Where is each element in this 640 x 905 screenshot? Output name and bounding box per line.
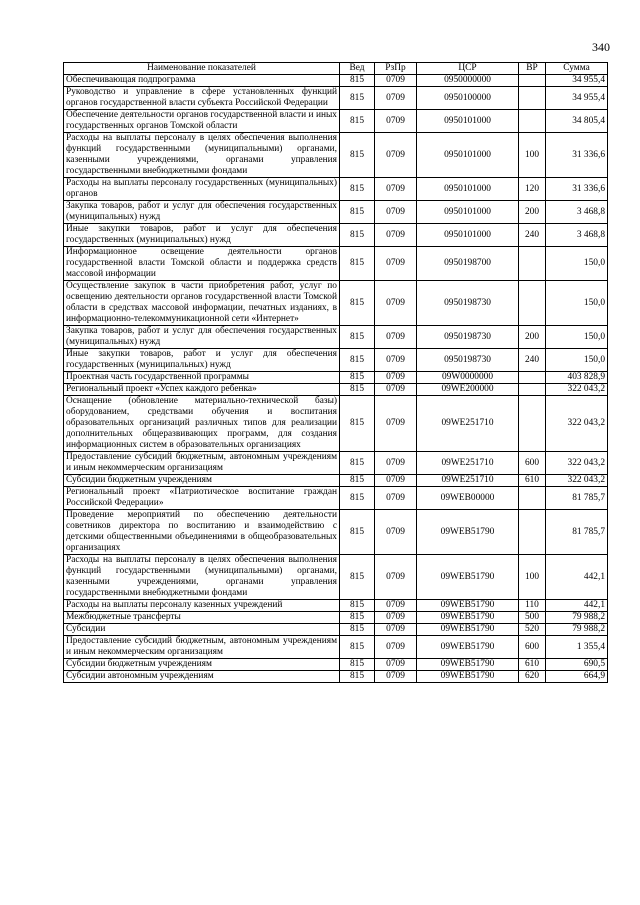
cell-ved: 815 — [340, 133, 375, 178]
cell-vr: 520 — [519, 624, 546, 636]
cell-name: Региональный проект «Успех каждого ребенка» — [64, 384, 340, 396]
table-row — [64, 133, 608, 178]
cell-vr — [519, 487, 546, 510]
cell-name: Руководство и управление в сфере установленных функций органов государственной власти субъекта Российской Федерации — [64, 87, 340, 110]
cell-vr — [519, 281, 546, 326]
cell-vr — [519, 87, 546, 110]
table-row — [64, 384, 608, 396]
cell-sum: 1 355,4 — [546, 636, 608, 659]
cell-rzpr: 0709 — [375, 349, 417, 372]
page-number: 340 — [592, 40, 610, 54]
cell-rzpr: 0709 — [375, 281, 417, 326]
cell-csr: 09W0000000 — [417, 372, 519, 384]
cell-vr: 240 — [519, 224, 546, 247]
cell-ved: 815 — [340, 110, 375, 133]
cell-name: Субсидии бюджетным учреждениям — [64, 659, 340, 671]
cell-ved: 815 — [340, 326, 375, 349]
cell-ved: 815 — [340, 384, 375, 396]
cell-sum: 322 043,2 — [546, 452, 608, 475]
cell-ved: 815 — [340, 487, 375, 510]
cell-rzpr: 0709 — [375, 396, 417, 452]
cell-sum: 3 468,8 — [546, 224, 608, 247]
cell-csr: 09WEB51790 — [417, 600, 519, 612]
cell-ved: 815 — [340, 659, 375, 671]
cell-name: Обеспечивающая подпрограмма — [64, 75, 340, 87]
cell-vr: 200 — [519, 326, 546, 349]
cell-name: Предоставление субсидий бюджетным, автономным учреждениям и иным некоммерческим организациям — [64, 636, 340, 659]
cell-vr: 600 — [519, 452, 546, 475]
cell-sum: 664,9 — [546, 671, 608, 683]
header-name: Наименование показателей — [64, 63, 340, 75]
table-row — [64, 349, 608, 372]
cell-name: Субсидии автономным учреждениям — [64, 671, 340, 683]
cell-sum: 79 988,2 — [546, 624, 608, 636]
cell-sum: 79 988,2 — [546, 612, 608, 624]
cell-vr — [519, 247, 546, 281]
cell-name: Оснащение (обновление материально-технической базы) оборудованием, средствами обучения и воспитания образовательных организаций различных типов для реализации дополнительных общеразвивающих программ, для создания информационных систем в образовательных организациях — [64, 396, 340, 452]
cell-csr: 0950000000 — [417, 75, 519, 87]
cell-ved: 815 — [340, 612, 375, 624]
table-row — [64, 178, 608, 201]
table-row — [64, 659, 608, 671]
cell-vr — [519, 396, 546, 452]
cell-csr: 0950198730 — [417, 326, 519, 349]
cell-sum: 322 043,2 — [546, 396, 608, 452]
table-row — [64, 75, 608, 87]
table-row — [64, 247, 608, 281]
cell-vr: 110 — [519, 600, 546, 612]
table-row — [64, 87, 608, 110]
cell-rzpr: 0709 — [375, 384, 417, 396]
cell-sum: 34 955,4 — [546, 75, 608, 87]
cell-csr: 09WEB51790 — [417, 555, 519, 600]
cell-rzpr: 0709 — [375, 487, 417, 510]
header-rzpr: РзПр — [375, 63, 417, 75]
table-row — [64, 555, 608, 600]
cell-rzpr: 0709 — [375, 178, 417, 201]
table-body — [64, 75, 608, 683]
cell-rzpr: 0709 — [375, 659, 417, 671]
cell-rzpr: 0709 — [375, 555, 417, 600]
cell-ved: 815 — [340, 636, 375, 659]
cell-name: Межбюджетные трансферты — [64, 612, 340, 624]
cell-vr: 100 — [519, 133, 546, 178]
cell-sum: 442,1 — [546, 600, 608, 612]
cell-rzpr: 0709 — [375, 87, 417, 110]
cell-ved: 815 — [340, 555, 375, 600]
cell-rzpr: 0709 — [375, 75, 417, 87]
cell-rzpr: 0709 — [375, 671, 417, 683]
cell-name: Проектная часть государственной программы — [64, 372, 340, 384]
cell-csr: 0950198700 — [417, 247, 519, 281]
cell-rzpr: 0709 — [375, 624, 417, 636]
cell-name: Расходы на выплаты персоналу казенных учреждений — [64, 600, 340, 612]
cell-vr: 600 — [519, 636, 546, 659]
cell-sum: 150,0 — [546, 247, 608, 281]
table-row — [64, 510, 608, 555]
cell-csr: 0950198730 — [417, 281, 519, 326]
cell-vr — [519, 110, 546, 133]
table-row — [64, 636, 608, 659]
cell-ved: 815 — [340, 75, 375, 87]
cell-sum: 34 955,4 — [546, 87, 608, 110]
table-row — [64, 600, 608, 612]
cell-rzpr: 0709 — [375, 372, 417, 384]
cell-name: Информационное освещение деятельности органов государственной власти Томской области и поддержка средств массовой информации — [64, 247, 340, 281]
cell-name: Расходы на выплаты персоналу государственных (муниципальных) органов — [64, 178, 340, 201]
cell-rzpr: 0709 — [375, 636, 417, 659]
cell-name: Предоставление субсидий бюджетным, автономным учреждениям и иным некоммерческим организациям — [64, 452, 340, 475]
cell-csr: 09WEB51790 — [417, 510, 519, 555]
cell-rzpr: 0709 — [375, 110, 417, 133]
cell-sum: 150,0 — [546, 326, 608, 349]
cell-csr: 09WEB00000 — [417, 487, 519, 510]
cell-vr: 240 — [519, 349, 546, 372]
cell-vr: 620 — [519, 671, 546, 683]
cell-name: Проведение мероприятий по обеспечению деятельности советников директора по воспитанию и взаимодействию с детскими общественными объединениями в общеобразовательных организациях — [64, 510, 340, 555]
cell-name: Иные закупки товаров, работ и услуг для обеспечения государственных (муниципальных) нужд — [64, 349, 340, 372]
cell-vr: 500 — [519, 612, 546, 624]
budget-table — [63, 62, 608, 683]
cell-sum: 34 805,4 — [546, 110, 608, 133]
cell-vr — [519, 372, 546, 384]
cell-sum: 442,1 — [546, 555, 608, 600]
cell-csr: 0950101000 — [417, 201, 519, 224]
cell-ved: 815 — [340, 600, 375, 612]
cell-vr — [519, 75, 546, 87]
cell-ved: 815 — [340, 178, 375, 201]
cell-rzpr: 0709 — [375, 247, 417, 281]
cell-csr: 09WEB51790 — [417, 624, 519, 636]
cell-name: Региональный проект «Патриотическое воспитание граждан Российской Федерации» — [64, 487, 340, 510]
cell-rzpr: 0709 — [375, 224, 417, 247]
cell-csr: 09WEB51790 — [417, 636, 519, 659]
cell-vr: 120 — [519, 178, 546, 201]
cell-ved: 815 — [340, 624, 375, 636]
cell-csr: 0950101000 — [417, 110, 519, 133]
cell-ved: 815 — [340, 87, 375, 110]
cell-ved: 815 — [340, 224, 375, 247]
cell-ved: 815 — [340, 475, 375, 487]
table-row — [64, 612, 608, 624]
cell-vr — [519, 510, 546, 555]
cell-csr: 0950101000 — [417, 224, 519, 247]
cell-csr: 0950198730 — [417, 349, 519, 372]
cell-name: Расходы на выплаты персоналу в целях обеспечения выполнения функций государственными (муниципальными) органами, казенными учреждениями, органами управления государственными внебюджетными фондами — [64, 555, 340, 600]
cell-name: Осуществление закупок в части приобретения работ, услуг по освещению деятельности органов государственной власти Томской области в средствах массовой информации, печатных изданиях, в информационно-телекоммуникационной сети «Интернет» — [64, 281, 340, 326]
cell-sum: 690,5 — [546, 659, 608, 671]
cell-sum: 322 043,2 — [546, 384, 608, 396]
cell-rzpr: 0709 — [375, 326, 417, 349]
table-row — [64, 671, 608, 683]
cell-csr: 0950101000 — [417, 178, 519, 201]
header-ved: Вед — [340, 63, 375, 75]
cell-rzpr: 0709 — [375, 133, 417, 178]
cell-name: Обеспечение деятельности органов государственной власти и иных государственных органов Томской области — [64, 110, 340, 133]
cell-rzpr: 0709 — [375, 475, 417, 487]
cell-rzpr: 0709 — [375, 600, 417, 612]
cell-csr: 09WE251710 — [417, 396, 519, 452]
cell-ved: 815 — [340, 247, 375, 281]
table-row — [64, 396, 608, 452]
cell-sum: 31 336,6 — [546, 178, 608, 201]
cell-ved: 815 — [340, 671, 375, 683]
cell-name: Закупка товаров, работ и услуг для обеспечения государственных (муниципальных) нужд — [64, 201, 340, 224]
cell-name: Иные закупки товаров, работ и услуг для обеспечения государственных (муниципальных) нужд — [64, 224, 340, 247]
cell-rzpr: 0709 — [375, 612, 417, 624]
cell-rzpr: 0709 — [375, 201, 417, 224]
cell-sum: 150,0 — [546, 349, 608, 372]
cell-sum: 81 785,7 — [546, 510, 608, 555]
header-vr: ВР — [519, 63, 546, 75]
table-row — [64, 110, 608, 133]
cell-sum: 81 785,7 — [546, 487, 608, 510]
table-row — [64, 372, 608, 384]
cell-rzpr: 0709 — [375, 510, 417, 555]
cell-ved: 815 — [340, 396, 375, 452]
cell-sum: 31 336,6 — [546, 133, 608, 178]
table-row — [64, 224, 608, 247]
cell-name: Расходы на выплаты персоналу в целях обеспечения выполнения функций государственными (муниципальными) органами, казенными учреждениями, органами управления государственными внебюджетными фондами — [64, 133, 340, 178]
header-csr: ЦСР — [417, 63, 519, 75]
table-row — [64, 281, 608, 326]
cell-ved: 815 — [340, 349, 375, 372]
table-row — [64, 487, 608, 510]
cell-vr: 100 — [519, 555, 546, 600]
table-header-row — [64, 63, 608, 75]
cell-ved: 815 — [340, 201, 375, 224]
cell-name: Субсидии бюджетным учреждениям — [64, 475, 340, 487]
cell-sum: 403 828,9 — [546, 372, 608, 384]
header-sum: Сумма — [546, 63, 608, 75]
cell-csr: 09WE251710 — [417, 475, 519, 487]
cell-vr: 200 — [519, 201, 546, 224]
cell-vr: 610 — [519, 475, 546, 487]
cell-sum: 322 043,2 — [546, 475, 608, 487]
cell-sum: 3 468,8 — [546, 201, 608, 224]
cell-rzpr: 0709 — [375, 452, 417, 475]
table-row — [64, 326, 608, 349]
cell-csr: 09WE251710 — [417, 452, 519, 475]
table-row — [64, 624, 608, 636]
cell-name: Субсидии — [64, 624, 340, 636]
cell-csr: 09WE200000 — [417, 384, 519, 396]
cell-name: Закупка товаров, работ и услуг для обеспечения государственных (муниципальных) нужд — [64, 326, 340, 349]
cell-ved: 815 — [340, 372, 375, 384]
cell-csr: 0950100000 — [417, 87, 519, 110]
cell-ved: 815 — [340, 281, 375, 326]
cell-ved: 815 — [340, 452, 375, 475]
cell-ved: 815 — [340, 510, 375, 555]
cell-sum: 150,0 — [546, 281, 608, 326]
cell-csr: 09WEB51790 — [417, 671, 519, 683]
cell-vr: 610 — [519, 659, 546, 671]
table-row — [64, 452, 608, 475]
cell-csr: 0950101000 — [417, 133, 519, 178]
cell-csr: 09WEB51790 — [417, 612, 519, 624]
table-row — [64, 475, 608, 487]
cell-csr: 09WEB51790 — [417, 659, 519, 671]
table-row — [64, 201, 608, 224]
cell-vr — [519, 384, 546, 396]
